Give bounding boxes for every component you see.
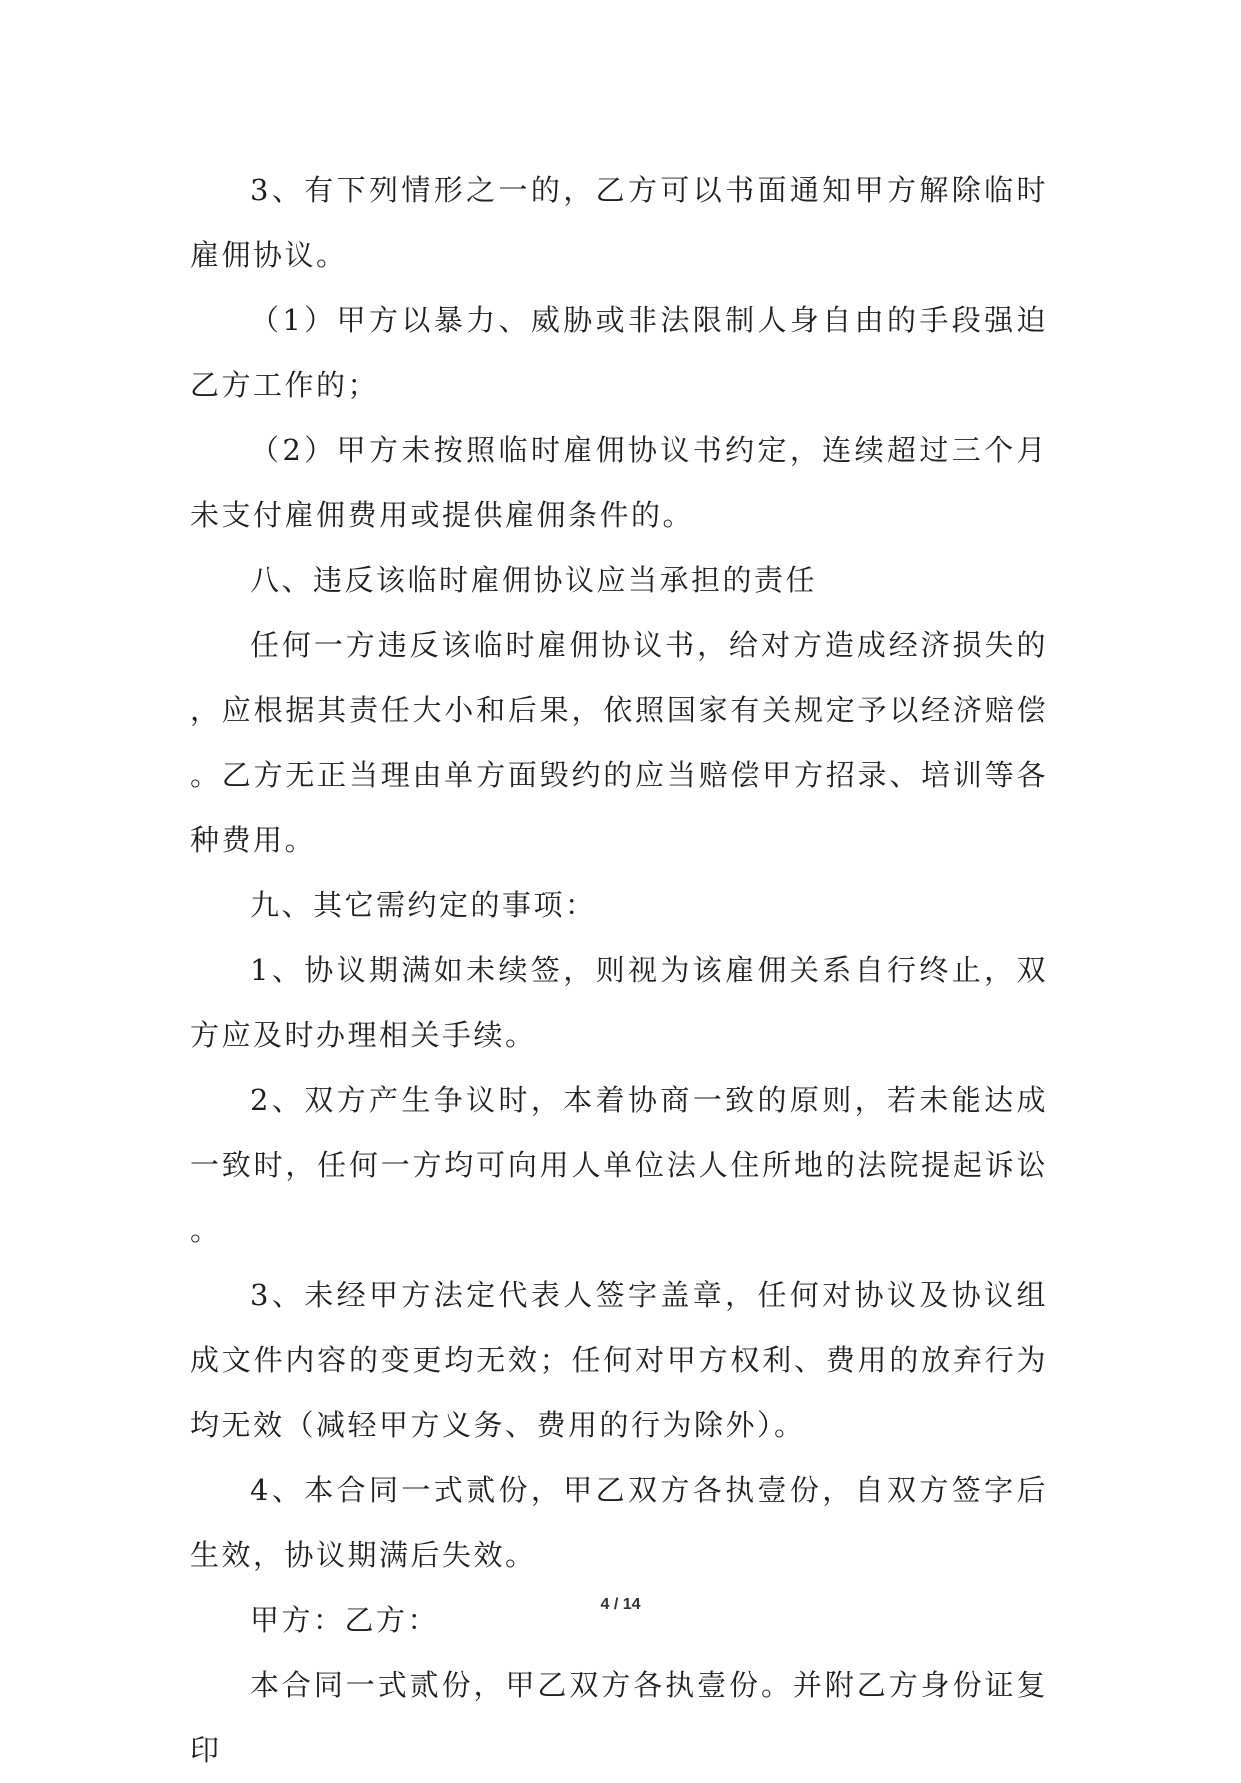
paragraph-other-4-copies: 4、本合同一式贰份，甲乙双方各执壹份，自双方签字后生效，协议期满后失效。 — [190, 1473, 1048, 1572]
paragraph-item-1-coercion: （1）甲方以暴力、威胁或非法限制人身自由的手段强迫乙方工作的； — [190, 303, 1048, 402]
paragraph-other-1-expiry: 1、协议期满如未续签，则视为该雇佣关系自行终止，双方应及时办理相关手续。 — [190, 953, 1048, 1052]
paragraph-other-3-amendments: 3、未经甲方法定代表人签字盖章，任何对协议及协议组成文件内容的变更均无效；任何对甲方权利、费用的放弃行为均无效（减轻甲方义务、费用的行为除外）。 — [190, 1278, 1048, 1442]
paragraph-copies-attachment: 本合同一式贰份，甲乙双方各执壹份。并附乙方身份证复印 — [190, 1668, 1048, 1767]
document-body — [190, 158, 1048, 1783]
paragraph-item-2-nonpayment: （2）甲方未按照临时雇佣协议书约定，连续超过三个月未支付雇佣费用或提供雇佣条件的。 — [190, 433, 1048, 532]
signature-line-parties: 甲方：乙方： — [250, 1603, 440, 1637]
section-heading-8-liability: 八、违反该临时雇佣协议应当承担的责任 — [250, 563, 818, 597]
paragraph-clause-3-termination: 3、有下列情形之一的，乙方可以书面通知甲方解除临时雇佣协议。 — [190, 173, 1048, 272]
page-number: 4 / 14 — [600, 1596, 641, 1613]
paragraph-liability-details: 任何一方违反该临时雇佣协议书，给对方造成经济损失的，应根据其责任大小和后果，依照国家有关规定予以经济赔偿。乙方无正当理由单方面毁约的应当赔偿甲方招录、培训等各种费用。 — [190, 628, 1048, 857]
paragraph-other-2-disputes: 2、双方产生争议时，本着协商一致的原则，若未能达成一致时，任何一方均可向用人单位法人住所地的法院提起诉讼。 — [190, 1083, 1048, 1247]
section-heading-9-other-matters: 九、其它需约定的事项： — [250, 888, 597, 922]
